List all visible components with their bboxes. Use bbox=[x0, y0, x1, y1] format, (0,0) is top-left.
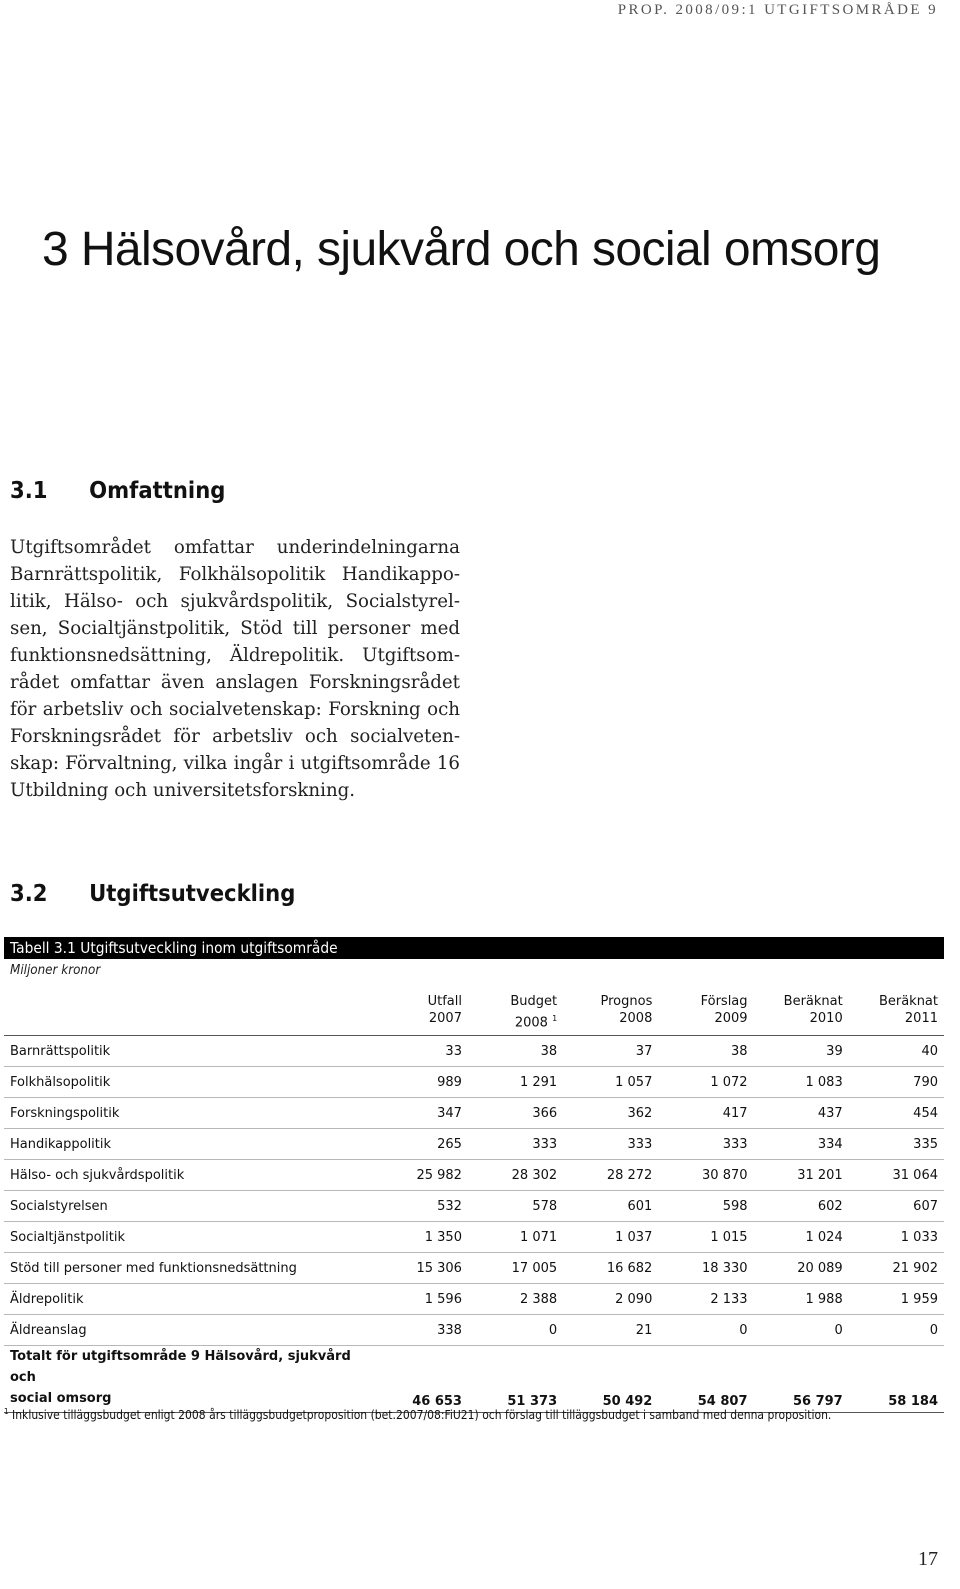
table-row bbox=[4, 1129, 944, 1160]
total-cell: 56 797 bbox=[754, 1346, 849, 1413]
table-cell: 21 bbox=[563, 1315, 658, 1346]
table-cell: 28 272 bbox=[563, 1160, 658, 1191]
table-cell: 0 bbox=[849, 1315, 944, 1346]
table-cell: 366 bbox=[468, 1098, 563, 1129]
table-cell: 20 089 bbox=[754, 1253, 849, 1284]
table-cell: 2 133 bbox=[658, 1284, 753, 1315]
table-body bbox=[4, 1036, 944, 1346]
table-cell: 454 bbox=[849, 1098, 944, 1129]
table-cell: 1 988 bbox=[754, 1284, 849, 1315]
chapter-title: 3 Hälsovård, sjukvård och social omsorg bbox=[42, 223, 881, 276]
section-number: 3.2 bbox=[10, 881, 48, 907]
table-cell: 1 350 bbox=[373, 1222, 468, 1253]
table-row bbox=[4, 1191, 944, 1222]
section-title: Omfattning bbox=[89, 478, 226, 504]
table-cell: 1 024 bbox=[754, 1222, 849, 1253]
running-header: PROP. 2008/09:1 UTGIFTSOMRÅDE 9 bbox=[617, 2, 938, 18]
table-cell: 1 071 bbox=[468, 1222, 563, 1253]
table-row bbox=[4, 1098, 944, 1129]
table-cell: 578 bbox=[468, 1191, 563, 1222]
table-cell: 31 201 bbox=[754, 1160, 849, 1191]
table-row bbox=[4, 1253, 944, 1284]
table-cell: 437 bbox=[754, 1098, 849, 1129]
table-row bbox=[4, 1160, 944, 1191]
table-cell: 37 bbox=[563, 1036, 658, 1067]
section-heading-omfattning bbox=[10, 478, 225, 504]
table-cell: 1 033 bbox=[849, 1222, 944, 1253]
total-cell: 51 373 bbox=[468, 1346, 563, 1413]
table-row bbox=[4, 1067, 944, 1098]
table-cell: 602 bbox=[754, 1191, 849, 1222]
table-cell: 1 072 bbox=[658, 1067, 753, 1098]
row-label: Socialtjänstpolitik bbox=[4, 1222, 373, 1253]
table-row bbox=[4, 1315, 944, 1346]
table-cell: 417 bbox=[658, 1098, 753, 1129]
table-cell: 334 bbox=[754, 1129, 849, 1160]
table-cell: 28 302 bbox=[468, 1160, 563, 1191]
table-cell: 2 388 bbox=[468, 1284, 563, 1315]
total-cell: 58 184 bbox=[849, 1346, 944, 1413]
table-total-row bbox=[4, 1346, 944, 1413]
table-cell: 532 bbox=[373, 1191, 468, 1222]
table-cell: 335 bbox=[849, 1129, 944, 1160]
total-cell: 54 807 bbox=[658, 1346, 753, 1413]
footnote-text: Inklusive tilläggsbudget enligt 2008 års tilläggsbudgetproposition (bet.2007/08:FiU21) och förslag till tilläggsbudget i samband med denna proposition. bbox=[12, 1408, 832, 1422]
table-cell: 338 bbox=[373, 1315, 468, 1346]
total-cell: 50 492 bbox=[563, 1346, 658, 1413]
column-header: Prognos 2008 bbox=[563, 991, 658, 1036]
total-label: Totalt för utgiftsområde 9 Hälsovård, sjukvård och social omsorg bbox=[4, 1346, 373, 1413]
table-row bbox=[4, 1222, 944, 1253]
table-cell: 333 bbox=[563, 1129, 658, 1160]
table-cell: 21 902 bbox=[849, 1253, 944, 1284]
section-heading-utgiftsutveckling bbox=[10, 881, 295, 907]
section-title: Utgiftsutveckling bbox=[89, 881, 296, 907]
table-row bbox=[4, 1284, 944, 1315]
footnote-mark: 1 bbox=[4, 1407, 9, 1416]
table-cell: 601 bbox=[563, 1191, 658, 1222]
page-number: 17 bbox=[918, 1548, 938, 1570]
column-header: Utfall 2007 bbox=[373, 991, 468, 1036]
table-caption-text: Tabell 3.1 Utgiftsutveckling inom utgiftsområde bbox=[10, 939, 338, 957]
table-cell: 607 bbox=[849, 1191, 944, 1222]
row-label: Äldrepolitik bbox=[4, 1284, 373, 1315]
table-unit: Miljoner kronor bbox=[10, 963, 101, 978]
footnote-reference: 1 bbox=[552, 1014, 558, 1023]
table-cell: 40 bbox=[849, 1036, 944, 1067]
table-cell: 1 015 bbox=[658, 1222, 753, 1253]
table-cell: 989 bbox=[373, 1067, 468, 1098]
table-cell: 38 bbox=[658, 1036, 753, 1067]
column-header: Budget 2008 $^1$ bbox=[468, 991, 563, 1036]
table-header-row bbox=[4, 991, 944, 1036]
column-header-label bbox=[4, 991, 373, 1036]
table-cell: 1 959 bbox=[849, 1284, 944, 1315]
table-caption bbox=[4, 937, 944, 959]
table-cell: 347 bbox=[373, 1098, 468, 1129]
table-cell: 265 bbox=[373, 1129, 468, 1160]
row-label: Äldreanslag bbox=[4, 1315, 373, 1346]
table-cell: 39 bbox=[754, 1036, 849, 1067]
table-cell: 16 682 bbox=[563, 1253, 658, 1284]
table-cell: 15 306 bbox=[373, 1253, 468, 1284]
column-header: Beräknat 2011 bbox=[849, 991, 944, 1036]
table-footnote bbox=[4, 1407, 944, 1422]
table-cell: 38 bbox=[468, 1036, 563, 1067]
table-cell: 2 090 bbox=[563, 1284, 658, 1315]
section-number: 3.1 bbox=[10, 478, 48, 504]
column-header: Beräknat 2010 bbox=[754, 991, 849, 1036]
row-label: Handikappolitik bbox=[4, 1129, 373, 1160]
table-cell: 17 005 bbox=[468, 1253, 563, 1284]
table-cell: 30 870 bbox=[658, 1160, 753, 1191]
table-cell: 598 bbox=[658, 1191, 753, 1222]
table-cell: 33 bbox=[373, 1036, 468, 1067]
table-cell: 31 064 bbox=[849, 1160, 944, 1191]
body-paragraph: Utgiftsområdet omfattar underindelningarna Barnrättspolitik, Folkhälsopolitik Handikappolitik, Hälso- och sjukvårdspolitik, Socialstyrelsen, Socialtjänstpolitik, Stöd till personer med funktionsnedsättning, Äldrepolitik. Utgiftsområdet omfattar även anslagen Forskningsrådet för arbetsliv och socialvetenskap: Forskning och Forskningsrådet för arbetsliv och socialvetenskap: Förvaltning, vilka ingår i utgiftsområde 16 Utbildning och universitetsforskning. bbox=[10, 537, 460, 801]
table-cell: 0 bbox=[754, 1315, 849, 1346]
table-cell: 333 bbox=[658, 1129, 753, 1160]
row-label: Stöd till personer med funktionsnedsättning bbox=[4, 1253, 373, 1284]
table-cell: 18 330 bbox=[658, 1253, 753, 1284]
total-cell: 46 653 bbox=[373, 1346, 468, 1413]
row-label: Folkhälsopolitik bbox=[4, 1067, 373, 1098]
row-label: Barnrättspolitik bbox=[4, 1036, 373, 1067]
table-cell: 1 083 bbox=[754, 1067, 849, 1098]
column-header: Förslag 2009 bbox=[658, 991, 753, 1036]
row-label: Socialstyrelsen bbox=[4, 1191, 373, 1222]
table-cell: 1 037 bbox=[563, 1222, 658, 1253]
row-label: Forskningspolitik bbox=[4, 1098, 373, 1129]
table-cell: 1 596 bbox=[373, 1284, 468, 1315]
table-cell: 0 bbox=[658, 1315, 753, 1346]
table-cell: 1 291 bbox=[468, 1067, 563, 1098]
row-label: Hälso- och sjukvårdspolitik bbox=[4, 1160, 373, 1191]
table-cell: 0 bbox=[468, 1315, 563, 1346]
table-cell: 790 bbox=[849, 1067, 944, 1098]
table-cell: 333 bbox=[468, 1129, 563, 1160]
table-row bbox=[4, 1036, 944, 1067]
table-cell: 25 982 bbox=[373, 1160, 468, 1191]
table-cell: 1 057 bbox=[563, 1067, 658, 1098]
expenditure-table bbox=[4, 991, 944, 1413]
table-cell: 362 bbox=[563, 1098, 658, 1129]
